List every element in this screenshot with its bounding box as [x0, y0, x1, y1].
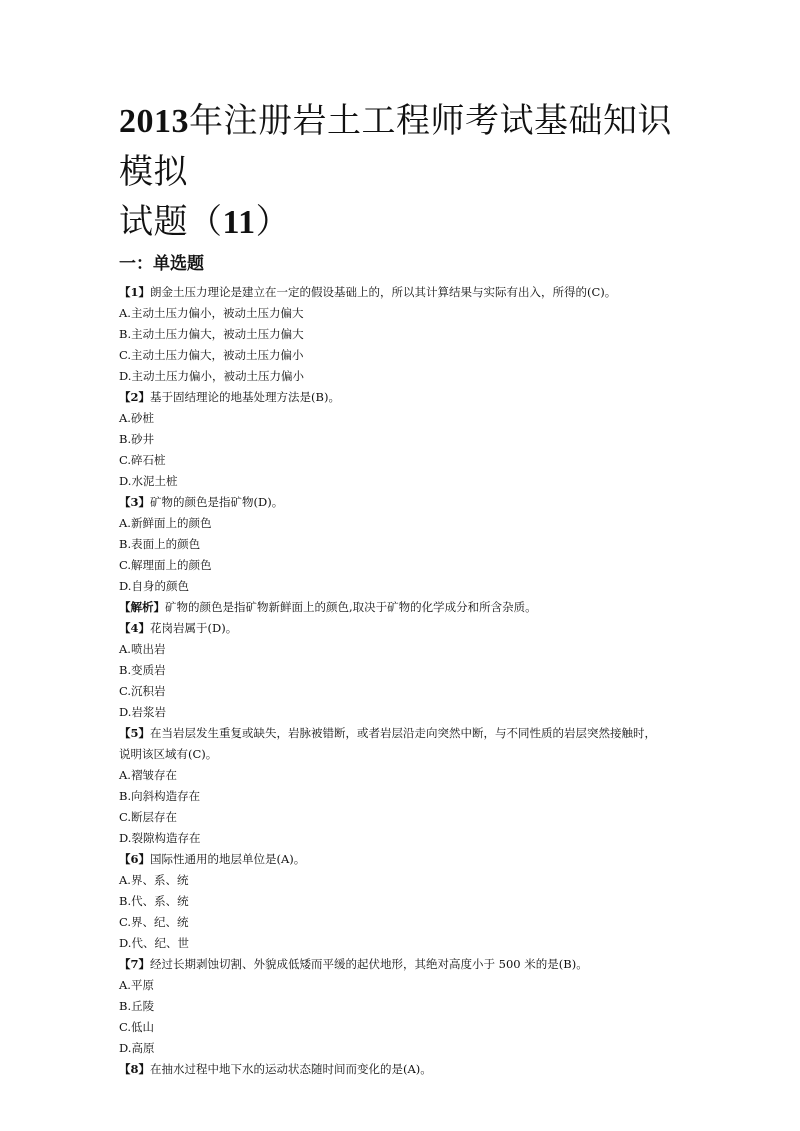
- option: B.表面上的颜色: [119, 537, 201, 551]
- option: D.岩浆岩: [119, 705, 166, 719]
- option: C.断层存在: [119, 810, 178, 824]
- title-year: 2013: [119, 103, 189, 140]
- option: C.碎石桩: [119, 453, 166, 467]
- question-6: 【6】国际性通用的地层单位是(A)。: [119, 852, 306, 866]
- title-number: 11: [222, 204, 256, 241]
- question-8: 【8】在抽水过程中地下水的运动状态随时间而变化的是(A)。: [119, 1062, 432, 1076]
- question-5: 【5】在当岩层发生重复或缺失，岩脉被错断，或者岩层沿走向突然中断，与不同性质的岩层突然接触时，: [119, 726, 657, 740]
- option: B.代、系、统: [119, 894, 189, 908]
- option: D.裂隙构造存在: [119, 831, 201, 845]
- option: C.沉积岩: [119, 684, 166, 698]
- option: A.新鲜面上的颜色: [119, 516, 212, 530]
- option: B.丘陵: [119, 999, 155, 1013]
- section-heading: 一：单选题: [119, 254, 204, 274]
- option: A.褶皱存在: [119, 768, 177, 782]
- question-4: 【4】花岗岩属于(D)。: [119, 621, 238, 635]
- title-close: ）: [255, 202, 291, 242]
- option: D.代、纪、世: [119, 936, 189, 950]
- option: B.向斜构造存在: [119, 789, 201, 803]
- option: B.主动土压力偏大，被动土压力偏大: [119, 327, 304, 341]
- option: B.砂井: [119, 432, 155, 446]
- question-1: 【1】朗金土压力理论是建立在一定的假设基础上的，所以其计算结果与实际有出入，所得的(C)。: [119, 285, 617, 299]
- question-5-continued: 说明该区域有(C)。: [119, 747, 218, 761]
- document-title: [119, 96, 689, 248]
- option: D.高原: [119, 1041, 155, 1055]
- question-2: 【2】基于固结理论的地基处理方法是(B)。: [119, 390, 340, 404]
- option: A.平原: [119, 978, 154, 992]
- document-page: [119, 96, 689, 1080]
- option: D.主动土压力偏小，被动土压力偏小: [119, 369, 304, 383]
- option: B.变质岩: [119, 663, 166, 677]
- title-text-2: 试题（: [119, 202, 223, 242]
- option: D.水泥土桩: [119, 474, 178, 488]
- option: A.界、系、统: [119, 873, 189, 887]
- option: C.界、纪、统: [119, 915, 189, 929]
- option: D.自身的颜色: [119, 579, 189, 593]
- option: A.砂桩: [119, 411, 154, 425]
- question-3: 【3】矿物的颜色是指矿物(D)。: [119, 495, 284, 509]
- analysis: 【解析】矿物的颜色是指矿物新鲜面上的颜色,取决于矿物的化学成分和所含杂质。: [119, 600, 537, 614]
- question-7: 【7】经过长期剥蚀切割、外貌成低矮而平缓的起伏地形，其绝对高度小于 500 米的是(B)。: [119, 957, 588, 971]
- option: C.解理面上的颜色: [119, 558, 212, 572]
- option: C.主动土压力偏大，被动土压力偏小: [119, 348, 304, 362]
- option: A.喷出岩: [119, 642, 166, 656]
- option: C.低山: [119, 1020, 155, 1034]
- option: A.主动土压力偏小，被动土压力偏大: [119, 306, 304, 320]
- title-text: 年注册岩土工程师考试基础知识模拟: [119, 101, 672, 192]
